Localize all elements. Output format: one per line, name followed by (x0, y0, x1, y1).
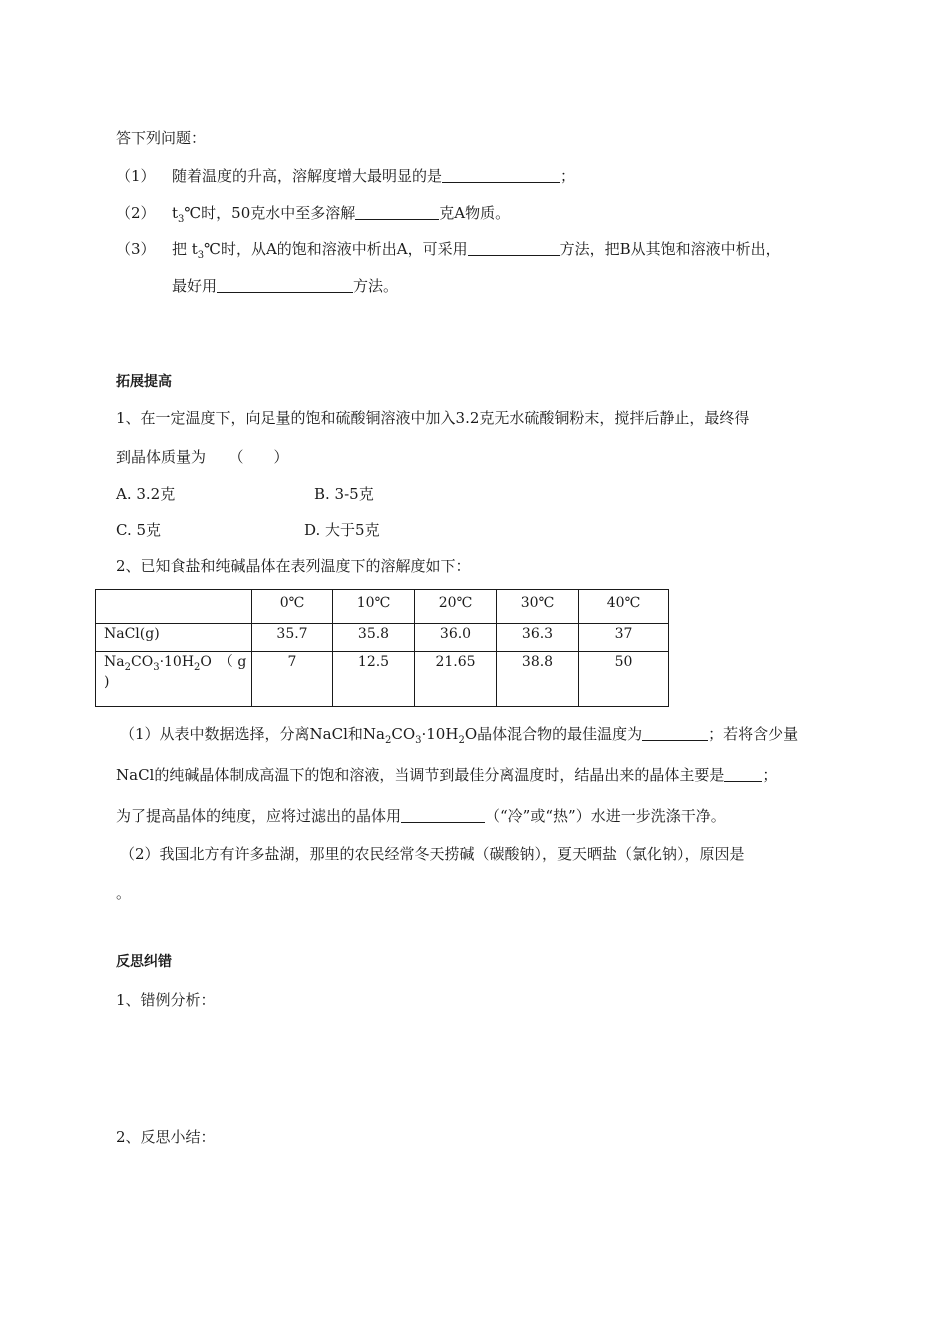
table-row (96, 652, 669, 707)
intro-text: 答下列问题： (116, 129, 207, 147)
question-2: （2） $t_3℃$时，50克水中至多溶解 克A物质。 (116, 204, 511, 225)
question-3-continued: 最好用 方法。 (172, 277, 399, 295)
table-cell: 36.3 (497, 624, 579, 652)
option-a[interactable]: A. 3.2克 (116, 485, 176, 503)
question-1: （1） 随着温度的升高，溶解度增大最明显的是 ； (116, 167, 576, 185)
table-cell: 7 (252, 652, 333, 707)
problem-2-intro: 2、已知食盐和纯碱晶体在表列温度下的溶解度如下： (116, 557, 471, 575)
table-header-cell: 0℃ (252, 590, 333, 624)
option-c[interactable]: C. 5克 (116, 521, 162, 539)
problem-1-line-1: 1、在一定温度下，向足量的饱和硫酸铜溶液中加入3.2克无水硫酸铜粉末，搅拌后静止，最终得 (116, 409, 750, 427)
option-b[interactable]: B. 3-5克 (314, 485, 374, 503)
question-number: （2） (116, 204, 156, 222)
table-cell: 35.8 (333, 624, 415, 652)
problem-2-question-1-line-2: NaCl的纯碱晶体制成高温下的饱和溶液，当调节到最佳分离温度时，结晶出来的晶体主要是 ； (116, 766, 778, 784)
problem-2-question-2: （2）我国北方有许多盐湖，那里的农民经常冬天捞碱（碳酸钠），夏天晒盐（氯化钠），原因是 (120, 845, 745, 863)
question-number: （3） (116, 240, 156, 258)
answer-blank[interactable] (442, 167, 560, 183)
table-header-row (96, 590, 669, 624)
reflection-item-2: 2、反思小结： (116, 1128, 216, 1146)
problem-2-question-1-line-3: 为了提高晶体的纯度，应将过滤出的晶体用 （“冷”或“热”）水进一步洗涤干净。 (116, 807, 726, 825)
answer-blank[interactable] (724, 766, 762, 782)
row-label: $Na_2CO_3\cdot 10H_2O$ （ g ) (96, 652, 252, 707)
table-header-cell: 20℃ (415, 590, 497, 624)
row-label: NaCl(g) (96, 624, 252, 652)
table-cell: 21.65 (415, 652, 497, 707)
section-heading-reflect: 反思纠错 (116, 954, 172, 970)
table-header-cell: 30℃ (497, 590, 579, 624)
question-number: （1） (116, 167, 156, 185)
option-d[interactable]: D. 大于5克 (304, 521, 380, 539)
solubility-table (95, 589, 669, 707)
table-cell: 37 (579, 624, 669, 652)
answer-blank[interactable] (217, 277, 353, 293)
table-header-cell: 10℃ (333, 590, 415, 624)
problem-2-question-2-end: 。 (116, 884, 132, 902)
section-heading-extend: 拓展提高 (116, 374, 172, 390)
reflection-item-1: 1、错例分析： (116, 991, 216, 1009)
table-cell: 38.8 (497, 652, 579, 707)
problem-2-question-1-line-1: （1）从表中数据选择，分离NaCl和$Na_2CO_3\cdot 10H_2O$晶体混合物的最佳温度为 ；若将含少量 (120, 725, 799, 746)
table-header-cell (96, 590, 252, 624)
table-cell: 12.5 (333, 652, 415, 707)
question-3: （3） 把 $t_3℃$时，从A的饱和溶液中析出A，可采用 方法，把B从其饱和溶液中析出， (116, 240, 781, 261)
table-cell: 36.0 (415, 624, 497, 652)
table-cell: 50 (579, 652, 669, 707)
answer-blank[interactable] (468, 240, 560, 256)
problem-1-line-2: 到晶体质量为 （ ） (116, 448, 289, 466)
answer-blank[interactable] (401, 807, 485, 823)
answer-blank[interactable] (355, 204, 439, 220)
table-cell: 35.7 (252, 624, 333, 652)
table-header-cell: 40℃ (579, 590, 669, 624)
answer-blank[interactable] (642, 725, 708, 741)
table-row (96, 624, 669, 652)
